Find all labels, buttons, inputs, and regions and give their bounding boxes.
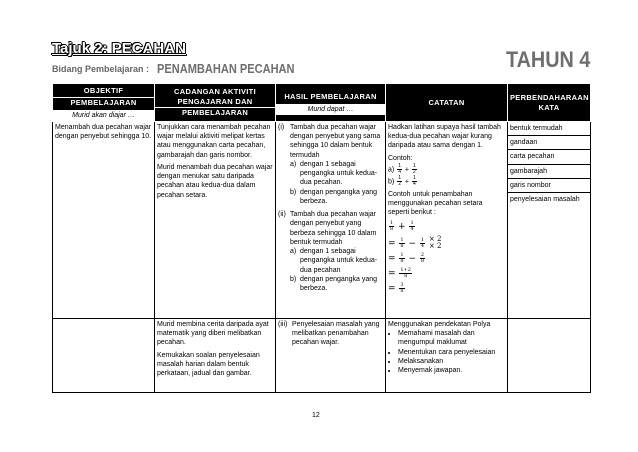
header-perbendaharaan-l1: PERBENDAHARAAN — [510, 92, 589, 102]
field-label: Bidang Pembelajaran : — [52, 64, 150, 74]
catatan-text-2: Contoh untuk penambahan menggunakan pecahan setara seperti berikut : — [388, 190, 483, 217]
hasil-list — [278, 123, 383, 293]
catatan-example-b: b) $\frac{1}{2}$ + $\frac{1}{4}$ — [388, 174, 416, 187]
hasil-item-1-num: (i) — [278, 124, 285, 132]
catatan-example-a-label: a) — [388, 166, 395, 174]
list-item: • Menyemak jawapan. — [398, 366, 505, 375]
fraction: $\frac{2}{8}$ — [420, 251, 425, 264]
vocab-cell — [508, 122, 591, 319]
hasil-item-2a-text: dengan 1 sebagai pengangka untuk kedua-dua pecahan — [300, 248, 378, 274]
math-line-4: = $\frac{1+2}{8}$ — [388, 266, 411, 279]
hasil-item-2b-text: dengan pengangka yang berbeza. — [300, 275, 378, 292]
fraction: $\frac{1+2}{8}$ — [400, 266, 411, 279]
hasil-item-1b-text: dengan pengangka yang berbeza. — [300, 188, 378, 205]
header-objektif — [53, 84, 155, 122]
objektif-text: Menambah dua pecahan wajar dengan penyebut sehingga 10. — [55, 124, 152, 141]
hasil-cell-2 — [276, 319, 386, 393]
math-line-2: = $\frac{1}{8}$ − $\frac{1}{4}$ × 2 × 2 — [388, 234, 442, 251]
topic-title: Tajuk 2: PECAHAN — [52, 40, 186, 57]
list-item: • Melaksanakan — [398, 357, 505, 366]
header-hasil — [276, 84, 386, 122]
header-objektif-sub: Murid akan diajar … — [53, 110, 154, 121]
fraction: $\frac{1}{2}$ — [412, 162, 416, 175]
vocab-item: gambarajah — [508, 165, 590, 179]
header-perbendaharaan — [508, 84, 591, 122]
hasil-item-3-text: Penyelesaian masalah yang melibatkan penambahan pecahan wajar. — [292, 321, 380, 347]
hasil-item-1a-text: dengan 1 sebagai pengangka untuk kedua-dua pecahan. — [300, 160, 378, 187]
vocab-item: carta pecahan — [508, 150, 590, 164]
fraction: $\frac{1}{4}$ — [412, 174, 416, 187]
cadangan-cell — [155, 122, 276, 319]
math-line-5: = $\frac{3}{8}$ — [388, 281, 404, 294]
header-cadangan — [155, 84, 276, 122]
catatan-cell-2 — [386, 319, 508, 393]
header-hasil-title: HASIL PEMBELAJARAN — [284, 91, 377, 101]
hasil-item-1b — [290, 188, 383, 206]
header-catatan-title: CATATAN — [428, 97, 465, 107]
hasil-item-3-num: (iii) — [278, 321, 288, 329]
header-hasil-sub: Murid dapat … — [276, 104, 385, 115]
table-row — [53, 319, 591, 393]
objektif-cell-2 — [53, 319, 155, 393]
hasil-item-1b-num: b) — [290, 188, 297, 196]
hasil-item-3 — [278, 320, 383, 348]
vocab-item: penyelesaian masalah — [510, 196, 580, 204]
hasil-item-2b-num: b) — [290, 275, 297, 283]
fraction: $\frac{3}{8}$ — [400, 281, 404, 294]
catatan2-intro: Menggunakan pendekatan Polya — [388, 321, 491, 329]
hasil-item-2 — [278, 210, 383, 293]
hasil-item-1 — [278, 123, 383, 206]
hasil-item-2-num: (ii) — [278, 211, 286, 219]
header-perbendaharaan-l2: KATA — [538, 102, 560, 112]
hasil-item-2-subs — [290, 247, 383, 293]
catatan-contoh: Contoh: — [388, 154, 413, 162]
hasil-cell — [276, 122, 386, 319]
page-number: 12 — [312, 412, 320, 419]
hasil2-list — [278, 320, 383, 348]
hasil-item-1-subs — [290, 160, 383, 206]
cadangan-cell-2 — [155, 319, 276, 393]
year-label: TAHUN 4 — [506, 47, 591, 72]
objektif-cell — [53, 122, 155, 319]
fraction: $\frac{1}{2}$ — [398, 174, 401, 187]
vocab-item: gandaan — [508, 136, 590, 150]
hasil-item-1a-num: a) — [290, 160, 297, 168]
math-line-3: = $\frac{1}{8}$ − $\frac{2}{8}$ — [388, 251, 425, 264]
cadangan-text-2: Murid menambah dua pecahan wajar dengan menukar satu daripada pecahan atau kedua-dua dalam pecahan setara. — [157, 163, 273, 199]
catatan-cell — [386, 122, 508, 319]
math-line-1: $\frac{1}{8}$ + $\frac{1}{4}$ — [390, 219, 414, 232]
header-objektif-l2: PEMBELAJARAN — [70, 97, 137, 107]
cadangan-text-1: Tunjukkan cara menambah pecahan wajar melalui aktiviti melipat kertas atau menggunakan carta pecahan, gambarajah dan garis nombor. — [157, 124, 271, 159]
vocab-list — [510, 122, 588, 206]
field-value: PENAMBAHAN PECAHAN — [157, 61, 295, 76]
hasil-item-1-text: Tambah dua pecahan wajar dengan penyebut yang sama sehingga 10 dalam bentuk termudah — [290, 124, 381, 159]
polya-steps — [388, 329, 505, 375]
hasil-item-2-text: Tambah dua pecahan wajar dengan penyebut yang berbeza sehingga 10 dalam bentuk termudah — [290, 211, 377, 246]
list-item: • Memahami masalah dan mengumpul maklumat — [398, 329, 505, 347]
table-row — [53, 122, 591, 319]
header-objektif-l1: OBJEKTIF — [53, 86, 154, 98]
fraction: $\frac{1}{4}$ — [420, 236, 425, 249]
hasil-item-2a — [290, 247, 383, 275]
header-cadangan-l3: PEMBELAJARAN — [181, 108, 249, 118]
hasil-item-2a-num: a) — [290, 248, 297, 256]
cadangan2-text-2: Kemukakan soalan penyelesaian masalah harian dalam bentuk perkataan, jadual dan gambar. — [157, 351, 260, 378]
catatan-example-b-label: b) — [388, 178, 395, 186]
vocab-item: bentuk termudah — [508, 122, 590, 136]
catatan-example-a: a) $\frac{1}{4}$ + $\frac{1}{2}$ — [388, 162, 416, 175]
hasil-item-2b — [290, 275, 383, 293]
header-catatan — [386, 84, 508, 122]
fraction: $\frac{1}{4}$ — [398, 162, 401, 175]
header-cadangan-l2: PENGAJARAN DAN — [155, 97, 275, 109]
vocab-item: garis nombor — [508, 179, 590, 193]
list-item: • Menentukan cara penyelesaian — [398, 348, 505, 357]
syllabus-table — [52, 83, 591, 393]
fraction: $\frac{1}{8}$ — [390, 219, 394, 232]
header-cadangan-l1: CADANGAN AKTIVITI — [174, 86, 256, 96]
catatan-text-1: Hadkan latihan supaya hasil tambah kedua-dua pecahan wajar kurang daripada atau sama dengan 1. — [388, 124, 501, 150]
fraction: $\frac{1}{8}$ — [400, 236, 404, 249]
fraction: $\frac{1}{4}$ — [410, 219, 414, 232]
cadangan2-text-1: Murid membina cerita daripada ayat matematik yang diberi melibatkan pecahan. — [157, 321, 269, 347]
hasil-item-1a — [290, 160, 383, 188]
fraction: $\frac{1}{8}$ — [400, 251, 404, 264]
vocab-cell-2 — [508, 319, 591, 393]
